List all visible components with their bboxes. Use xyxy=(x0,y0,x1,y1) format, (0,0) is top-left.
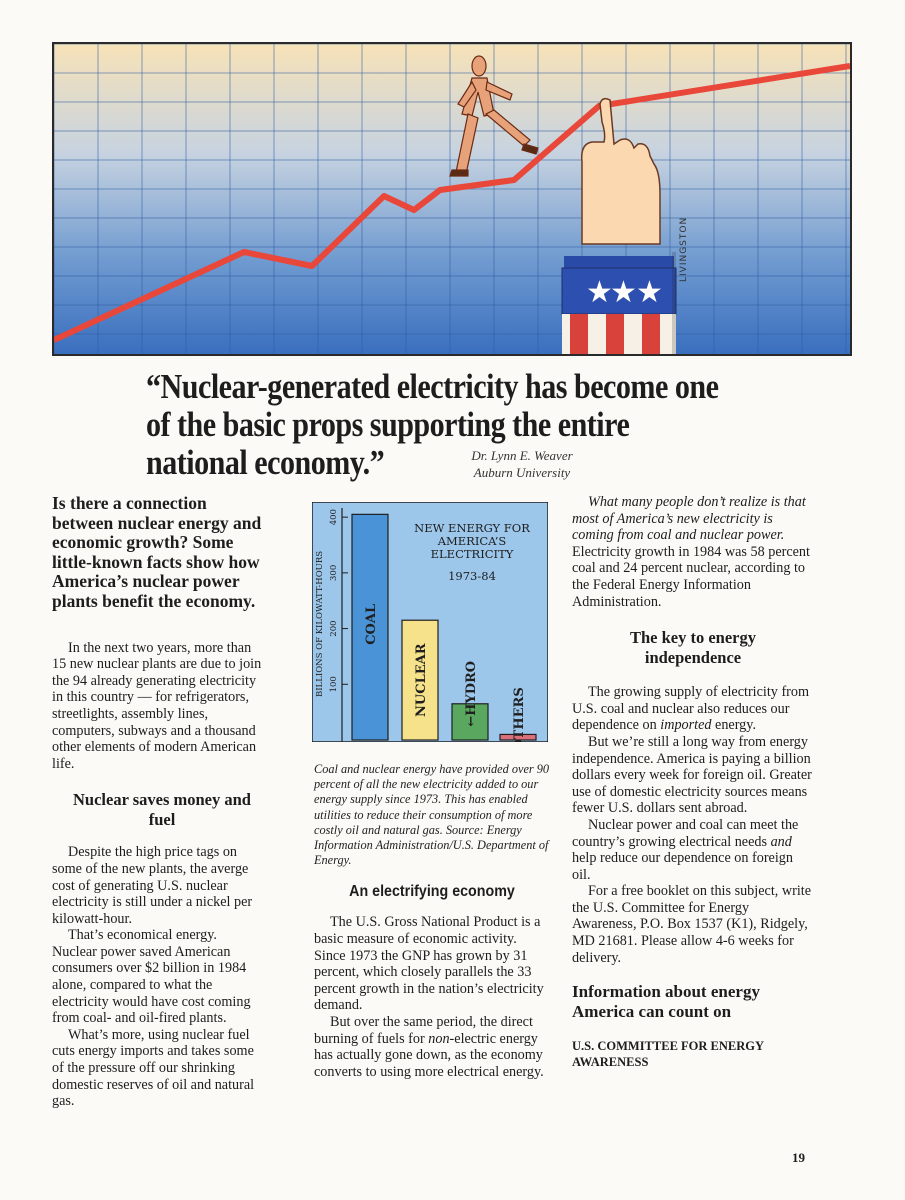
body-paragraph: For a free booklet on this subject, write the U.S. Committee for Energy Awareness, P.O. Box 1537 (K1), Ridgely, MD 21681. Please allow 4-6 weeks for delivery. xyxy=(572,883,812,966)
chart-title-line-3: ELECTRICITY xyxy=(430,547,514,561)
bar-label-coal: COAL xyxy=(364,603,379,645)
organization-name: U.S. COMMITTEE FOR ENERGY AWARENESS xyxy=(572,1039,764,1070)
chart-svg xyxy=(312,502,548,742)
text-run: The growing supply of electricity from U.S. coal and nuclear also reduces our dependence on xyxy=(572,684,810,734)
body-paragraph: In the next two years, more than 15 new nuclear plants are due to join the 94 already generating electricity in this country — for refrigerators, streetlights, assembly lines, computers, subways and a thousand other elements of modern American life. xyxy=(52,639,262,772)
body-paragraph: That’s economical energy. Nuclear power saved American consumers over $2 billion in 1984 alone, compared to what the electricity would have cost coming from coal- and oil-fired plants. xyxy=(52,927,251,1027)
chart-title-line-4: 1973-84 xyxy=(448,569,496,583)
page-number: 19 xyxy=(792,1150,805,1165)
text-run: energy. xyxy=(711,717,756,734)
body-paragraph: But we’re still a long way from energy independence. America is paying a billion dollars every week for foreign oil. Greater use of domestic electricity sources means fewer U.S. dollars sent abroad. xyxy=(572,733,812,817)
attribution-org: Auburn University xyxy=(473,465,571,480)
svg-text:★: ★ xyxy=(610,275,637,310)
text-run: But over the same period, the direct burning of fuels for xyxy=(314,1013,533,1047)
y-tick-label: 100 xyxy=(329,676,339,693)
attribution-name: Dr. Lynn E. Weaver xyxy=(471,448,573,463)
chart-caption: Coal and nuclear energy have provided over 90 percent of all the new electricity added to our energy supply since 1973. This has enabled utilities to reduce their consumption of more costly oil and natural gas. Source: Energy Information Administration/U.S. Department of Energy. xyxy=(314,762,550,868)
body-paragraph xyxy=(572,684,814,734)
subhead-energy-independence: The key to energy independence xyxy=(629,628,757,668)
info-heading: Information about energy America can count on xyxy=(572,982,760,1022)
y-tick-label: 200 xyxy=(329,620,339,637)
bar-label-others: ←OTHERS xyxy=(512,687,527,742)
emphasis-run: and xyxy=(770,833,792,850)
headline-line-1: “Nuclear-generated electricity has become one xyxy=(146,367,719,406)
energy-bar-chart xyxy=(312,502,548,742)
lead-paragraph: Is there a connection between nuclear energy and economic growth? Some little-known facts show how America’s nuclear power plants benefit the economy. xyxy=(52,493,262,611)
y-tick-label: 300 xyxy=(329,564,339,581)
body-paragraph xyxy=(314,1014,550,1080)
body-paragraph: What’s more, using nuclear fuel cuts energy imports and takes some of the pressure off our shrinking domestic reserves of oil and natural gas. xyxy=(52,1026,255,1110)
y-tick-label: 400 xyxy=(329,509,339,526)
chart-title-line-1: NEW ENERGY FOR xyxy=(414,521,530,535)
svg-text:★: ★ xyxy=(636,275,663,310)
column-middle xyxy=(314,762,550,1080)
artist-signature: LIVINGSTON xyxy=(679,216,689,282)
bar-label-nuclear: NUCLEAR xyxy=(414,643,429,717)
emphasis-run: imported xyxy=(660,717,712,734)
column-right xyxy=(572,494,814,1070)
text-run: Electricity growth in 1984 was 58 percent coal and 24 percent nuclear, according to the Federal Energy Information Administration. xyxy=(572,543,810,610)
y-axis-label: BILLIONS OF KILOWATT-HOURS xyxy=(315,550,325,698)
subhead-electrifying-economy: An electrifying economy xyxy=(349,883,515,901)
headline-line-2: of the basic props supporting the entire xyxy=(146,405,630,444)
chart-title-line-2: AMERICA’S xyxy=(437,534,507,548)
body-paragraph xyxy=(572,817,814,883)
svg-text:★: ★ xyxy=(586,275,613,310)
quote-attribution xyxy=(432,447,612,481)
emphasis-run: What many people don’t realize is that most of America’s new electricity is coming from coal and nuclear power. xyxy=(572,494,806,544)
rising-graph-illustration xyxy=(54,44,850,354)
headline-line-3: national economy.” xyxy=(146,443,385,482)
body-paragraph: Despite the high price tags on some of the new plants, the averge cost of generating U.S. nuclear electricity is still under a nickel per kilowatt-hour. xyxy=(52,844,253,927)
bar-label-hydro: ←HYDRO xyxy=(464,660,479,727)
emphasis-run: non xyxy=(428,1030,450,1047)
body-paragraph: The U.S. Gross National Product is a basic measure of economic activity. Since 1973 the GNP has grown by 31 percent, which closely parallels the 33 percent growth in the nation’s electricity demand. xyxy=(314,914,544,1014)
text-run: -electric energy has actually gone down, as the economy converts to using more electrical energy. xyxy=(314,1030,544,1080)
text-run: Nuclear power and coal can meet the country’s growing electrical needs xyxy=(572,816,799,850)
hero-illustration xyxy=(52,42,852,356)
subhead-nuclear-saves: Nuclear saves money and fuel xyxy=(73,790,251,830)
intro-paragraph xyxy=(572,494,814,610)
column-left xyxy=(52,494,264,1110)
text-run: help reduce our dependence on foreign oil. xyxy=(572,850,793,883)
